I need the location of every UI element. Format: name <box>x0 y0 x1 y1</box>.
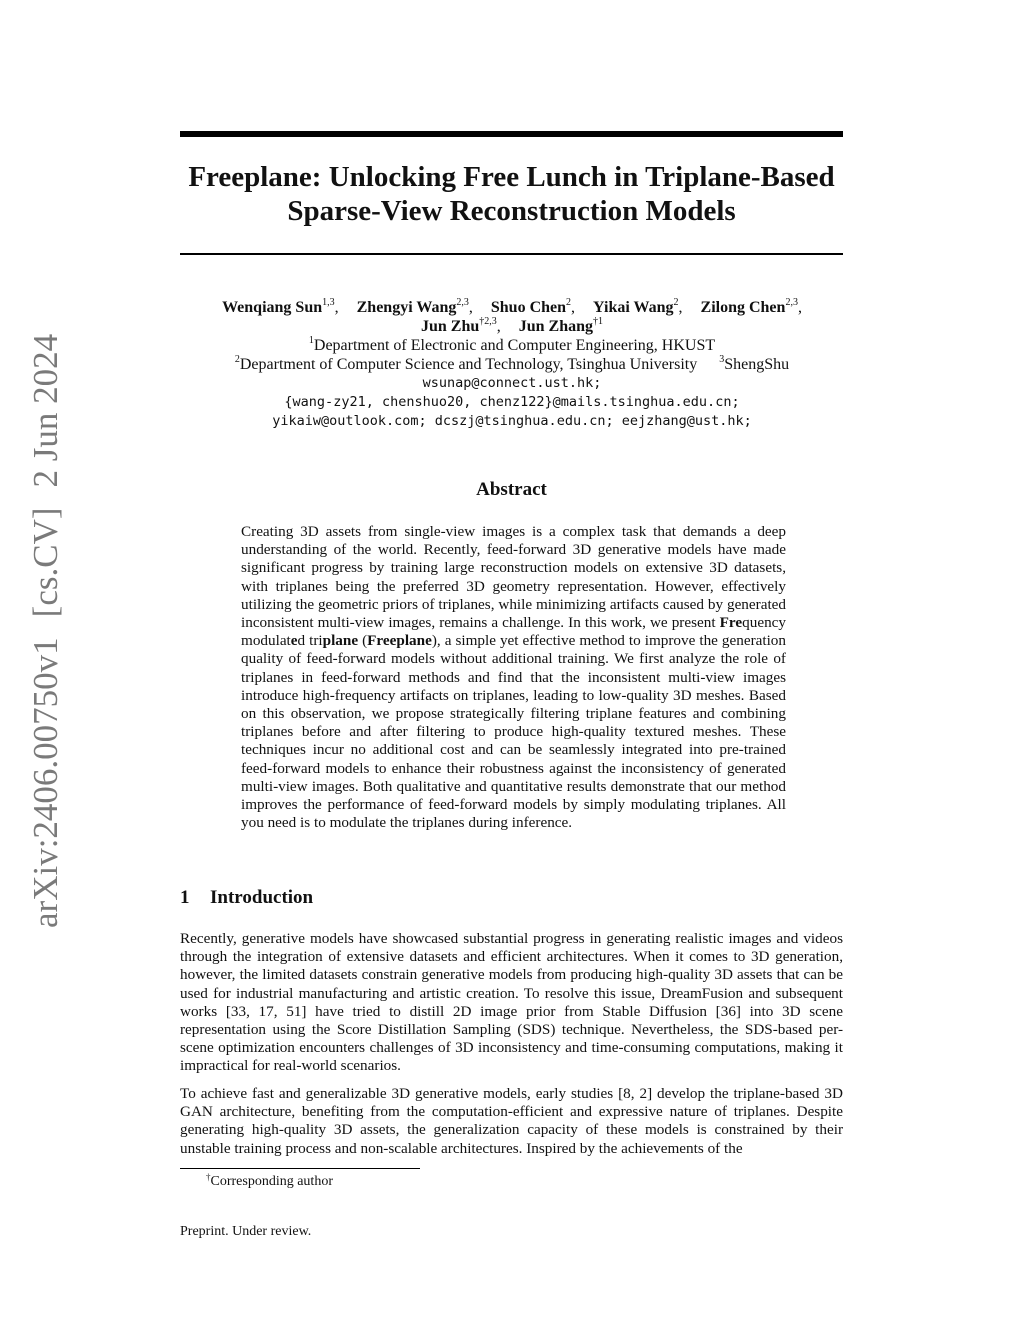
email-line-1: wsunap@connect.ust.hk; <box>422 375 602 391</box>
email-line-3: yikaiw@outlook.com; dcszj@tsinghua.edu.cn; eejzhang@ust.hk; <box>272 413 752 429</box>
author-name: Jun Zhu$^{\dagger 2,3}$ <box>420 316 497 335</box>
intro-paragraph-2: To achieve fast and generalizable 3D generative models, early studies [8, 2] develop the triplane-based 3D GAN architecture, benefiting from the computation-efficient and expressive nature of triplanes. Despite generating high-quality 3D assets, the generalization capacity of these models is constrained by their unstable training process and non-scalable architectures. Inspired by the achievements of the <box>180 1085 843 1157</box>
arxiv-id: arXiv:2406.00750v1 <box>26 637 65 928</box>
title-line-2: Sparse-View Reconstruction Models <box>287 195 736 227</box>
section-heading-introduction: 1 Introduction <box>180 887 314 908</box>
author-name: Wenqiang Sun$^{1,3}$ <box>222 297 335 316</box>
author-line-2: Jun Zhu$^{\dagger 2,3}$, Jun Zhang$^{\dagger 1}$ <box>420 316 604 335</box>
arxiv-identifier-stamp <box>26 334 66 928</box>
preprint-notice: Preprint. Under review. <box>180 1224 312 1239</box>
paper-title <box>180 160 843 228</box>
title-top-rule <box>180 131 843 137</box>
author-line-1: Wenqiang Sun$^{1,3}$, Zhengyi Wang$^{2,3}$, Shuo Chen$^2$, Yikai Wang$^2$, Zilong Chen$^{2,3}$, <box>222 297 802 316</box>
author-name: Jun Zhang$^{\dagger 1}$ <box>518 316 604 335</box>
intro-paragraph-1: Recently, generative models have showcased substantial progress in generating realistic images and videos through the integration of extensive datasets and efficient architectures. When it comes to 3D generation, however, the limited datasets constrain generative models from producing high-quality 3D assets that can be used for industrial manufacturing and artistic creation. To resolve this issue, DreamFusion and subsequent works [33, 17, 51] have tried to distill 2D image prior from Stable Diffusion [36] into 3D scene representation using the Score Distillation Sampling (SDS) technique. Nevertheless, the SDS-based per-scene optimization encounters challenges of 3D inconsistency and time-consuming computations, making it impractical for real-world scenarios. <box>180 930 843 1075</box>
affiliation-2-3: $^2$Department of Computer Science and Technology, Tsinghua University $^3$ShengShu <box>234 354 790 373</box>
author-name: Zhengyi Wang$^{2,3}$ <box>356 297 469 316</box>
footnote: †Corresponding author <box>206 1172 333 1189</box>
affiliation-1: $^1$Department of Electronic and Computer Engineering, HKUST <box>308 335 716 354</box>
email-line-2: {wang-zy21, chenshuo20, chenz122}@mails.tsinghua.edu.cn; <box>284 394 740 410</box>
arxiv-category: [cs.CV] <box>26 507 65 618</box>
author-name: Shuo Chen$^2$ <box>490 297 572 316</box>
author-name: Yikai Wang$^2$ <box>593 297 679 316</box>
abstract-heading: Abstract <box>476 479 547 500</box>
title-bottom-rule <box>180 253 843 255</box>
arxiv-date: 2 Jun 2024 <box>26 333 65 488</box>
author-block <box>160 298 864 431</box>
abstract-text: Creating 3D assets from single-view images is a complex task that demands a deep understanding of the world. Recently, feed-forward 3D generative models have made significant progress by training large reconstruction models on extensive 3D datasets, with triplanes being the preferred 3D geometry representation. However, effectively utilizing the geometric priors of triplanes, while minimizing artifacts caused by generated inconsistent multi-view images, remains a challenge. In this work, we present Frequency modulated triplane (Freeplane), a simple yet effective method to improve the generation quality of feed-forward models without additional training. We first analyze the role of triplanes in feed-forward methods and find that the inconsistent multi-view images introduce high-frequency artifacts on triplanes, leading to low-quality 3D meshes. Based on this observation, we propose strategically filtering triplane features and combining triplanes before and after filtering to produce high-quality textured meshes. These techniques incur no additional cost and can be seamlessly integrated into pre-trained feed-forward models to enhance their robustness against the inconsistency of generated multi-view images. Both qualitative and quantitative results demonstrate that our method improves the performance of feed-forward models by simply modulating triplanes. All you need is to modulate the triplanes during inference. <box>241 523 786 832</box>
footnote-rule <box>180 1168 420 1169</box>
author-name: Zilong Chen$^{2,3}$ <box>700 297 798 316</box>
title-line-1: Freeplane: Unlocking Free Lunch in Triplane-Based <box>188 161 835 193</box>
